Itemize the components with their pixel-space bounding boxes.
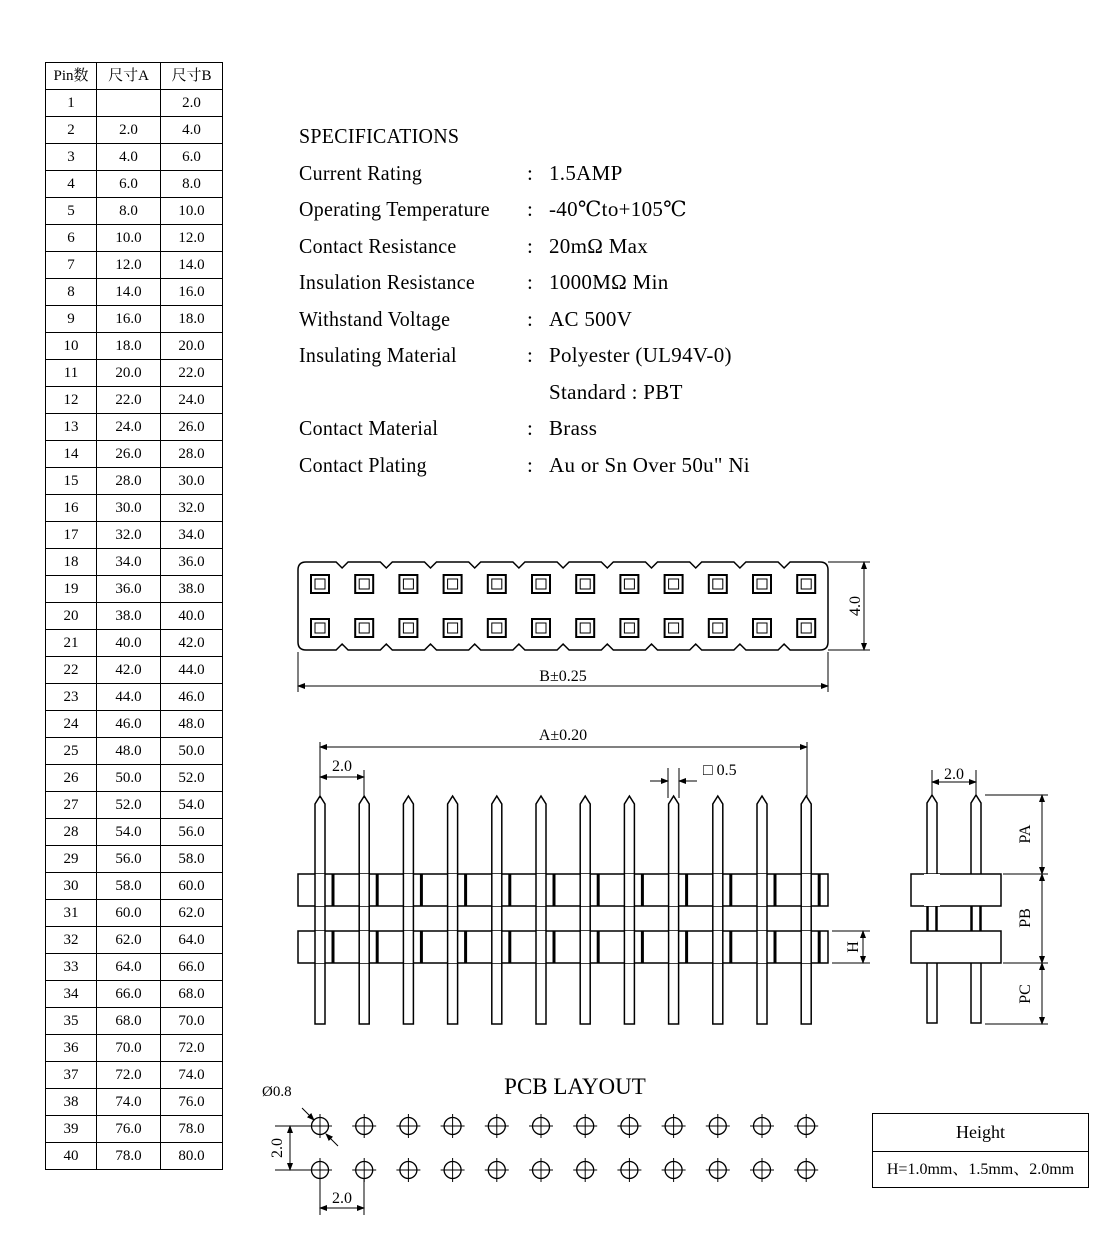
pin-count-cell: 13 <box>46 414 97 441</box>
contact-square <box>444 575 462 593</box>
dimension-b-cell: 54.0 <box>161 792 223 819</box>
dimension-b-cell: 44.0 <box>161 657 223 684</box>
pin-section <box>624 931 634 963</box>
pin-count-cell: 26 <box>46 765 97 792</box>
contact-square-inner <box>359 623 369 633</box>
pin-count-cell: 40 <box>46 1143 97 1170</box>
specifications-title: SPECIFICATIONS <box>299 124 460 148</box>
dimension-b-cell: 56.0 <box>161 819 223 846</box>
pin-count-cell: 16 <box>46 495 97 522</box>
spec-label: Contact Plating <box>299 452 427 477</box>
contact-square-inner <box>448 623 458 633</box>
dimension-a-cell: 30.0 <box>97 495 161 522</box>
spec-value: Standard : PBT <box>549 379 683 404</box>
contact-square-inner <box>536 579 546 589</box>
pin-count-cell: 23 <box>46 684 97 711</box>
contact-square <box>753 619 771 637</box>
dimension-b-cell: 58.0 <box>161 846 223 873</box>
dimension-a-cell: 74.0 <box>97 1089 161 1116</box>
dimension-a-cell: 42.0 <box>97 657 161 684</box>
contact-square-inner <box>580 579 590 589</box>
dimension-a-cell: 78.0 <box>97 1143 161 1170</box>
pin-count-cell: 32 <box>46 927 97 954</box>
dimension-b-cell: 32.0 <box>161 495 223 522</box>
pin-count-cell: 18 <box>46 549 97 576</box>
pin-section <box>315 931 325 963</box>
spec-value: Polyester (UL94V-0) <box>549 343 732 367</box>
dimension-b-cell: 50.0 <box>161 738 223 765</box>
header-pin <box>403 796 413 1024</box>
contact-square-inner <box>757 623 767 633</box>
header-pin-count: Pin数 <box>46 63 97 90</box>
dimension-b-cell: 8.0 <box>161 171 223 198</box>
pin-section <box>757 874 767 906</box>
pin-count-cell: 33 <box>46 954 97 981</box>
dimension-b-cell: 30.0 <box>161 468 223 495</box>
spec-label: Current Rating <box>299 160 423 185</box>
dimension-b-cell: 20.0 <box>161 333 223 360</box>
contact-square <box>532 575 550 593</box>
dimension-b-cell: 68.0 <box>161 981 223 1008</box>
dimension-b-cell: 38.0 <box>161 576 223 603</box>
contact-square-inner <box>624 623 634 633</box>
dimension-b-cell: 74.0 <box>161 1062 223 1089</box>
pin-count-cell: 34 <box>46 981 97 1008</box>
contact-square <box>709 619 727 637</box>
pin-count-cell: 27 <box>46 792 97 819</box>
spec-label: Contact Material <box>299 416 439 440</box>
contact-square-inner <box>403 623 413 633</box>
dim-hole-label: Ø0.8 <box>262 1084 292 1100</box>
contact-square <box>311 619 329 637</box>
pin-count-cell: 10 <box>46 333 97 360</box>
dim-pa-label: PA <box>1017 824 1034 844</box>
pin-count-cell: 39 <box>46 1116 97 1143</box>
contact-square-inner <box>536 623 546 633</box>
pin-section <box>448 931 458 963</box>
height-options-box <box>872 1113 1089 1188</box>
header-pin <box>492 796 502 1024</box>
pin-section <box>315 874 325 906</box>
dimension-a-cell: 66.0 <box>97 981 161 1008</box>
dimension-b-cell: 66.0 <box>161 954 223 981</box>
contact-square <box>488 575 506 593</box>
pin-section <box>536 931 546 963</box>
dimension-a-cell: 68.0 <box>97 1008 161 1035</box>
contact-square <box>355 619 373 637</box>
contact-square <box>576 575 594 593</box>
header-pin <box>713 796 723 1024</box>
contact-square <box>753 575 771 593</box>
pin-section <box>492 874 502 906</box>
dimension-b-cell: 36.0 <box>161 549 223 576</box>
height-box-values: H=1.0mm、1.5mm、2.0mm <box>886 1161 1075 1178</box>
pin-section <box>536 874 546 906</box>
dimension-a-cell: 70.0 <box>97 1035 161 1062</box>
pin-count-cell: 1 <box>46 90 97 117</box>
dim-pc-label: PC <box>1017 984 1034 1004</box>
dimension-a-cell: 44.0 <box>97 684 161 711</box>
dimension-a-cell: 36.0 <box>97 576 161 603</box>
dimension-a-cell: 50.0 <box>97 765 161 792</box>
contact-square <box>355 575 373 593</box>
spec-value: -40℃to+105℃ <box>549 197 687 221</box>
contact-square <box>444 619 462 637</box>
pin-section <box>580 874 590 906</box>
dimension-a-cell: 4.0 <box>97 144 161 171</box>
spec-value: 1.5AMP <box>549 160 623 185</box>
contact-square-inner <box>801 579 811 589</box>
dim-col-pitch-label: 2.0 <box>332 1190 352 1207</box>
pin-count-cell: 36 <box>46 1035 97 1062</box>
pin-count-cell: 38 <box>46 1089 97 1116</box>
dimension-a-cell: 24.0 <box>97 414 161 441</box>
dimension-b-cell: 80.0 <box>161 1143 223 1170</box>
dimension-a-cell: 46.0 <box>97 711 161 738</box>
contact-square-inner <box>580 623 590 633</box>
spec-label: Insulating Material <box>299 343 457 367</box>
dimension-a-cell: 72.0 <box>97 1062 161 1089</box>
pin-count-cell: 3 <box>46 144 97 171</box>
pin-count-cell: 11 <box>46 360 97 387</box>
pin-section <box>359 931 369 963</box>
dimension-b-cell: 34.0 <box>161 522 223 549</box>
dimension-b-cell: 70.0 <box>161 1008 223 1035</box>
dimension-a-cell: 56.0 <box>97 846 161 873</box>
front-view <box>298 742 870 1024</box>
spec-label: Contact Resistance <box>299 233 457 258</box>
pin-section <box>713 874 723 906</box>
contact-square-inner <box>669 579 679 589</box>
dimension-a-cell: 34.0 <box>97 549 161 576</box>
pin-count-cell: 21 <box>46 630 97 657</box>
dimension-a-cell: 16.0 <box>97 306 161 333</box>
contact-square-inner <box>448 579 458 589</box>
spec-colon: : <box>527 343 534 367</box>
contact-square <box>665 575 683 593</box>
dimension-a-cell: 58.0 <box>97 873 161 900</box>
spec-colon: : <box>527 416 534 440</box>
dim-b-label: B±0.25 <box>539 668 587 685</box>
contact-square-inner <box>315 623 325 633</box>
pin-count-cell: 12 <box>46 387 97 414</box>
contact-square-inner <box>801 623 811 633</box>
dimension-b-cell: 26.0 <box>161 414 223 441</box>
dimension-a-cell: 2.0 <box>97 117 161 144</box>
spec-value: Brass <box>549 416 598 440</box>
dim-h-label: H <box>845 941 862 953</box>
contact-square-inner <box>359 579 369 589</box>
pcb-holes <box>308 1114 818 1182</box>
contact-square-inner <box>315 579 325 589</box>
pin-count-cell: 29 <box>46 846 97 873</box>
dimension-b-cell: 18.0 <box>161 306 223 333</box>
dimension-a-cell: 8.0 <box>97 198 161 225</box>
dim-height-label: 4.0 <box>847 596 864 616</box>
pin-section <box>580 931 590 963</box>
pin-section <box>757 931 767 963</box>
dim-pitch-side-label: 2.0 <box>944 766 964 783</box>
header-pin <box>536 796 546 1024</box>
dimension-b-cell: 28.0 <box>161 441 223 468</box>
pin-count-cell: 15 <box>46 468 97 495</box>
pin-count-cell: 4 <box>46 171 97 198</box>
dim-pb-label: PB <box>1017 908 1034 928</box>
dimension-b-cell: 76.0 <box>161 1089 223 1116</box>
contact-square-inner <box>492 579 502 589</box>
pin-count-cell: 28 <box>46 819 97 846</box>
dimension-b-cell: 40.0 <box>161 603 223 630</box>
header-pin <box>669 796 679 1024</box>
dimension-b-cell: 2.0 <box>161 90 223 117</box>
contact-square <box>399 575 417 593</box>
dimension-a-cell: 14.0 <box>97 279 161 306</box>
contact-square <box>620 575 638 593</box>
contact-square <box>797 575 815 593</box>
contact-square-inner <box>492 623 502 633</box>
spec-colon: : <box>527 197 534 221</box>
pin-section <box>448 874 458 906</box>
header-pin <box>315 796 325 1024</box>
header-pin <box>448 796 458 1024</box>
contact-square <box>709 575 727 593</box>
dimension-b-cell: 16.0 <box>161 279 223 306</box>
dimension-a-cell: 54.0 <box>97 819 161 846</box>
spec-label: Withstand Voltage <box>299 306 451 331</box>
pin-count-cell: 25 <box>46 738 97 765</box>
dimension-a-cell: 38.0 <box>97 603 161 630</box>
dimension-b-cell: 52.0 <box>161 765 223 792</box>
dimension-a-cell: 52.0 <box>97 792 161 819</box>
pin-section <box>359 874 369 906</box>
dimension-a-cell: 12.0 <box>97 252 161 279</box>
spec-colon: : <box>527 306 534 331</box>
top-view-contacts <box>311 575 815 637</box>
pin-count-cell: 22 <box>46 657 97 684</box>
spec-colon: : <box>527 270 534 294</box>
contact-square <box>488 619 506 637</box>
pin-section <box>492 931 502 963</box>
contact-square-inner <box>713 579 723 589</box>
dimension-a-cell: 10.0 <box>97 225 161 252</box>
contact-square <box>532 619 550 637</box>
dimension-a-cell: 48.0 <box>97 738 161 765</box>
spec-value: AC 500V <box>549 306 633 331</box>
dimension-a-cell: 60.0 <box>97 900 161 927</box>
dimension-b-cell: 62.0 <box>161 900 223 927</box>
pin-count-cell: 35 <box>46 1008 97 1035</box>
contact-square-inner <box>624 579 634 589</box>
height-box-title: Height <box>873 1114 1088 1152</box>
pin-count-cell: 30 <box>46 873 97 900</box>
contact-square-inner <box>713 623 723 633</box>
dimension-b-cell: 14.0 <box>161 252 223 279</box>
dim-row-pitch-label: 2.0 <box>269 1138 286 1158</box>
pin-count-cell: 17 <box>46 522 97 549</box>
dimension-a-cell: 76.0 <box>97 1116 161 1143</box>
pin-section <box>801 874 811 906</box>
dimension-b-cell: 72.0 <box>161 1035 223 1062</box>
contact-square-inner <box>403 579 413 589</box>
pin-count-cell: 7 <box>46 252 97 279</box>
pin-count-cell: 5 <box>46 198 97 225</box>
header-pin <box>624 796 634 1024</box>
pin-count-cell: 24 <box>46 711 97 738</box>
top-view-outline <box>298 562 828 650</box>
pin-count-cell: 31 <box>46 900 97 927</box>
dimension-b-cell: 60.0 <box>161 873 223 900</box>
pin-section <box>669 931 679 963</box>
dimension-a-cell: 40.0 <box>97 630 161 657</box>
spec-colon: : <box>527 452 534 477</box>
dimension-b-cell: 48.0 <box>161 711 223 738</box>
dimension-b-cell: 22.0 <box>161 360 223 387</box>
front-view-pins <box>315 796 811 1024</box>
pin-section <box>403 931 413 963</box>
pin-count-cell: 2 <box>46 117 97 144</box>
pin-count-cell: 8 <box>46 279 97 306</box>
dimension-b-cell: 78.0 <box>161 1116 223 1143</box>
header-pin <box>757 796 767 1024</box>
header-dimension-a: 尺寸A <box>97 63 161 90</box>
dimension-a-cell: 20.0 <box>97 360 161 387</box>
dim-a-label: A±0.20 <box>538 727 588 744</box>
pin-count-cell: 9 <box>46 306 97 333</box>
spec-value: 20mΩ Max <box>549 233 649 258</box>
header-dimension-b: 尺寸B <box>161 63 223 90</box>
dimension-b-cell: 24.0 <box>161 387 223 414</box>
header-pin <box>580 796 590 1024</box>
dimension-b-cell: 10.0 <box>161 198 223 225</box>
spec-value: 1000MΩ Min <box>549 270 669 294</box>
pcb-layout-title: PCB LAYOUT <box>504 1074 646 1099</box>
dim-pitch-front-label: 2.0 <box>332 758 352 775</box>
spec-colon: : <box>527 160 534 185</box>
dimension-a-cell: 22.0 <box>97 387 161 414</box>
dimension-a-cell: 6.0 <box>97 171 161 198</box>
dim-pin-square-label: □ 0.5 <box>703 762 737 779</box>
dimension-b-cell: 6.0 <box>161 144 223 171</box>
pin-count-cell: 20 <box>46 603 97 630</box>
pin-section <box>624 874 634 906</box>
dimension-a-cell: 32.0 <box>97 522 161 549</box>
spec-colon: : <box>527 233 534 258</box>
contact-square <box>797 619 815 637</box>
spec-value: Au or Sn Over 50u" Ni <box>549 452 750 477</box>
contact-square-inner <box>757 579 767 589</box>
contact-square <box>620 619 638 637</box>
dimension-a-cell: 26.0 <box>97 441 161 468</box>
header-pin <box>801 796 811 1024</box>
contact-square <box>665 619 683 637</box>
contact-square <box>576 619 594 637</box>
dimension-b-cell: 12.0 <box>161 225 223 252</box>
pin-count-cell: 37 <box>46 1062 97 1089</box>
dimension-a-cell: 18.0 <box>97 333 161 360</box>
header-pin <box>359 796 369 1024</box>
pin-count-cell: 19 <box>46 576 97 603</box>
pin-count-cell: 14 <box>46 441 97 468</box>
dimension-a-cell: 28.0 <box>97 468 161 495</box>
dimension-b-cell: 4.0 <box>161 117 223 144</box>
dimension-a-cell: 64.0 <box>97 954 161 981</box>
pin-section <box>403 874 413 906</box>
dimension-b-cell: 46.0 <box>161 684 223 711</box>
spec-label: Insulation Resistance <box>299 270 476 294</box>
pin-section <box>669 874 679 906</box>
dimension-a-cell: 62.0 <box>97 927 161 954</box>
side-lower-insulator <box>911 931 1001 963</box>
contact-square <box>399 619 417 637</box>
pin-count-cell: 6 <box>46 225 97 252</box>
contact-square-inner <box>669 623 679 633</box>
pin-section <box>801 931 811 963</box>
contact-square <box>311 575 329 593</box>
spec-label: Operating Temperature <box>299 197 490 221</box>
dimension-b-cell: 42.0 <box>161 630 223 657</box>
dimension-b-cell: 64.0 <box>161 927 223 954</box>
pin-section <box>713 931 723 963</box>
pcb-layout <box>275 1108 818 1215</box>
